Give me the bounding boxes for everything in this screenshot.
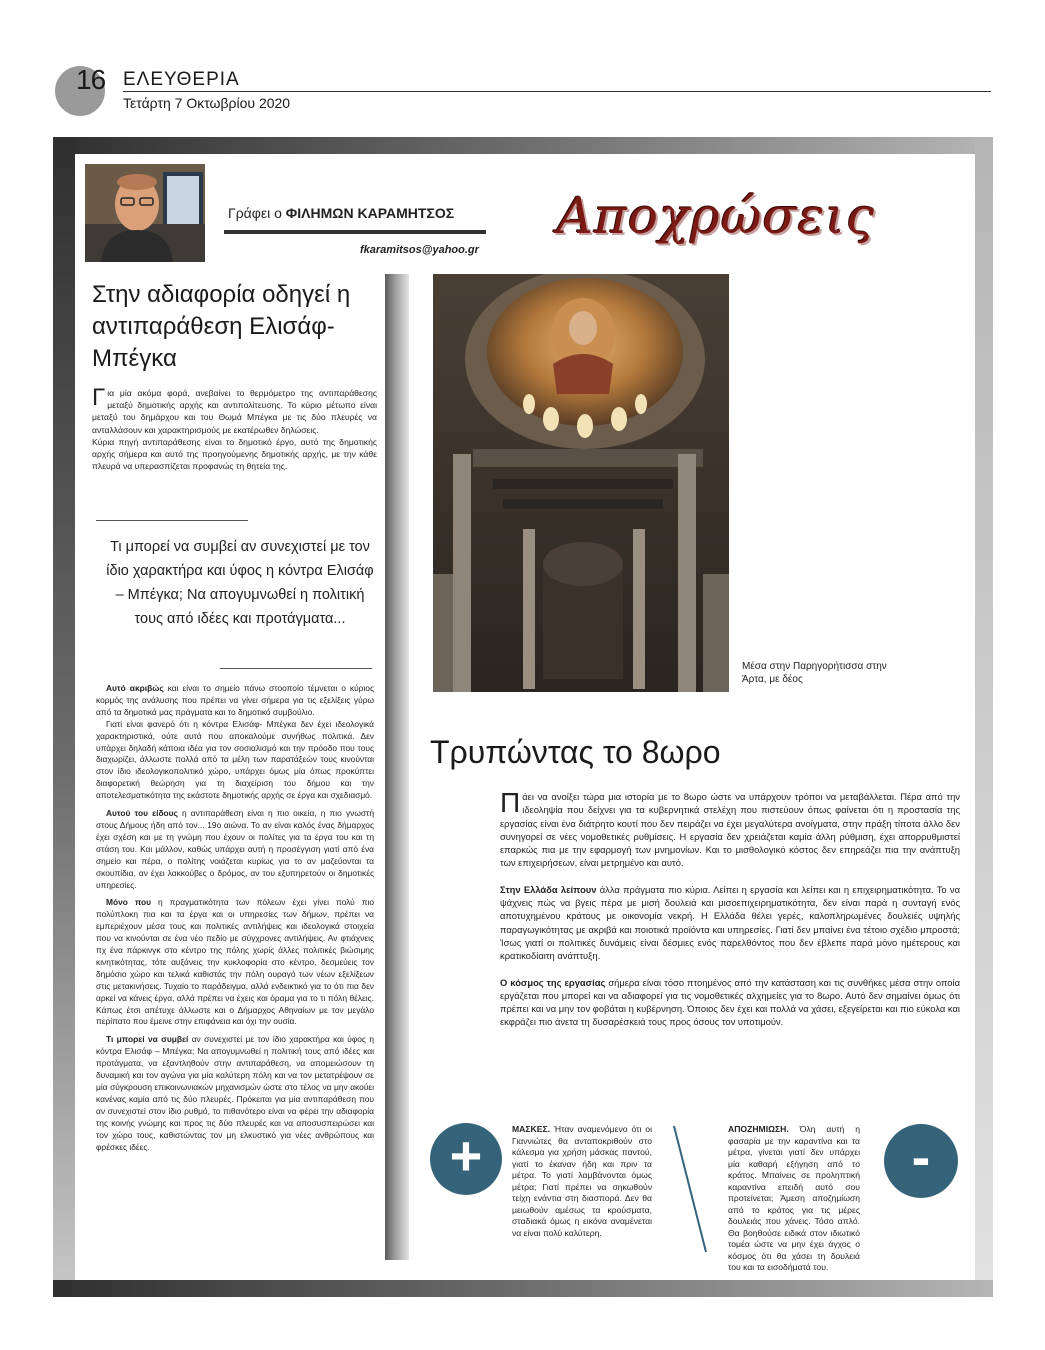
right-p3-lead: Ο κόσμος της εργασίας bbox=[500, 976, 606, 988]
issue-date: Τετάρτη 7 Οκτωβρίου 2020 bbox=[123, 95, 291, 111]
left-p4-text: η πραγματικότητα των πόλεων έχει γίνει πολύ πιο πολύπλοκη πια και τα έργα και οι υπηρεσίες των δήμων, πρέπει να εμπεριέχουν μέσα τους και πολιτικές αντιλήψεις και ιδεολογικά στοιχεία που να κινούνται σε ένα νέο πεδίο με σύγχρονες αντιλήψεις. Αν φτιάχνεις πχ ένα πάρκινγκ στο κέντρο της πόλης χωρίς άλλες πολιτικές βιώσιμης κινητικότητας, τότε αυξάνεις την κυκλοφορία στο κέντρο, δεσμεύεις τον δημόσιο χώρο και τελικά καθιστάς την πόλη ουραγό των νέων εξελίξεων στις μετακινήσεις. Τυχαίο το παράδειγμα, αλλά ενδεικτικό για το ότι πια δεν αρκεί να κάνεις έργα, αλλά πρέπει να έχεις και όραμα για το τι πόλη θέλεις. Κάπως έτσι απέτυχε άλλωστε και ο Δήμαρχος Αθηναίων με τον μεγάλο περίπατο που έμεινε στην επιφάνεια και όχι την ουσία. bbox=[96, 897, 374, 1027]
left-paragraph-4 bbox=[96, 897, 374, 1028]
left-paragraph-5 bbox=[96, 1034, 374, 1153]
right-p2-lead: Στην Ελλάδα λείπουν bbox=[500, 883, 597, 895]
column-title-text: Αποχρώσεις bbox=[556, 187, 876, 245]
left-paragraph-2: Γιατί είναι φανερό ότι η κόντρα Ελισάφ- Μπέγκα δεν έχει ιδεολογικά χαρακτηριστικά, ούτε αυτά που αποκαλούμε συνήθως πολιτικά. Δεν υπάρχει δηλαδή κάποια ιδέα για τον σοσιαλισμό και την πρόοδο που τους διαχωρίζει, άλλωστε πολλά από τα μέλη των παρατάξεών τους κινούνται στον ίδιο ιδεολογικοπολιτικό χώρο, υπάρχει όμως μία όπως προκύπτει διαφορετική θεώρηση για τη διαχείριση του δήμου και την αποτελεσματικότητα της εκάστοτε δημοτικής αρχής σε έργα και σχεδιασμό. bbox=[96, 718, 374, 801]
plus-note-title: ΜΑΣΚΕΣ. bbox=[512, 1124, 551, 1134]
right-drop-cap: Π bbox=[500, 787, 521, 818]
right-article-headline: Τρυπώντας το 8ωρο bbox=[430, 734, 721, 770]
newspaper-name: ΕΛΕΥΘΕΡΙΑ bbox=[123, 69, 240, 90]
left-article-lead bbox=[92, 384, 377, 472]
church-dome-photo bbox=[433, 274, 729, 692]
left-paragraph-1 bbox=[96, 683, 374, 719]
divider-slash bbox=[670, 1124, 710, 1254]
frame-top-bar bbox=[53, 137, 993, 154]
header-rule bbox=[123, 91, 991, 92]
right-p2-text: άλλα πράγματα πιο κύρια. Λείπει η εργασία και λείπει και η επιχειρηματικότητα. Το να ψάχνεις πώς να βγεις πέρα με μισή δουλειά και μισοεπιχειρηματικότητα, δεν είναι παρά η συνταγή ενός αποτυχημένου κράτους με οικονομία νεκρή. Η Ελλάδα θέλει γερές, καλοπληρωμένες δουλειές υψηλής παραγωγικότητας με ακριβά και ποιοτικά προϊόντα και υπηρεσίες. Γιατί δεν μπαίνει ένα τέτοιο σχέδιο μπροστά; Ίσως γιατί οι πολιτικές δυνάμεις είναι δέσμιες ενός παρελθόντος που δεν έβλεπε παρά μόνο ημέτερους και κρατικοδίαιτη ανάπτυξη. bbox=[500, 883, 960, 962]
plus-note-text: Ήταν αναμενόμενο ότι οι Γιαννιώτες θα ανταποκριθούν στο κάλεσμα για χρήση μάσκας παντού, γιατί το έκαναν ήδη και πριν τα μέτρα. Το γιατί λαμβάνονται όμως μέτρα; Γιατί πρέπει να σηκωθούν τείχη ενάντια στη διασπορά. Δεν θα μειωθούν αμέσως τα κρούσματα, σταδιακά όμως η εικόνα αναμένεται να είναι πολύ καλύτερη. bbox=[512, 1124, 652, 1238]
right-article-body bbox=[500, 787, 960, 1042]
right-paragraph-2 bbox=[500, 883, 960, 963]
frame-right-bar bbox=[975, 137, 993, 1297]
pull-quote-rule-bottom bbox=[220, 668, 372, 669]
left-paragraph-3 bbox=[96, 808, 374, 891]
column-title bbox=[516, 170, 916, 262]
left-p1-lead: Αυτό ακριβώς bbox=[106, 683, 164, 693]
plus-symbol: + bbox=[449, 1124, 483, 1187]
left-column-shadow bbox=[385, 274, 409, 1260]
lead-paragraph-2: Κύρια πηγή αντιπαράθεσης είναι το δημοτικό έργο, αυτό της δημοτικής αρχής σήμερα και αυτό της προηγούμενης δημοτικής αρχής, με την κάθε πλευρά να υπερασπίζεται προφανώς τη θητεία της. bbox=[92, 436, 377, 472]
frame-left-bar bbox=[53, 137, 75, 1297]
minus-symbol: - bbox=[911, 1125, 931, 1188]
page-number: 16 bbox=[76, 64, 106, 95]
right-p1-text: άει να ανοίξει τώρα μια ιστορία με το 8ωρο ώστε να υπάρχουν τρόποι να μεταβάλλεται. Πέρα από την ιδεοληψία που δείχνει για τα κυβερνητικά στελέχη που πιστεύουν όπως φαίνεται ότι η προστασία της εργασίας είναι ένα διάτρητο κουτί που δεν πειράζει να έχει μεγαλύτερα ανοίγματα, στην πράξη τίποτα άλλο δεν συνηγορεί σε νέες νομοθετικές ρυθμίσεις. Η εργασία δεν χρειάζεται καμία άλλη ρύθμιση, έχει απορρυθμιστεί επαρκώς πια με την εφαρμογή των μνημονίων. Και το μισθολογικό κόστος δεν επηρεάζει πια την ανάπτυξη των επιχειρήσεων, είναι μετρημένο και αυτό. bbox=[500, 791, 960, 869]
frame-bottom-bar bbox=[53, 1280, 993, 1297]
right-p3-text: σήμερα είναι τόσο πτοημένος από την κατάσταση και τις συνθήκες μέσα στην οποία εργάζεται που μπορεί και να αδιαφορεί για τις νομοθετικές αλχημείες για το 8ωρο. Αυτό δεν σημαίνει όμως ότι πρέπει και να μην τον φοβάται η κυβέρνηση. Όποιος δεν έχει και πολλά να χάσει, εξεγείρεται και πιο εύκολα και εκφράζει πιο άνετα τη δυσαρέσκειά τους προς όσους τον υποτιμούν. bbox=[500, 976, 960, 1028]
author-name: ΦΙΛΗΜΩΝ ΚΑΡΑΜΗΤΣΟΣ bbox=[285, 205, 455, 221]
pull-quote-rule-top bbox=[96, 520, 248, 521]
photo-caption: Μέσα στην Παρηγορήτισσα στην Άρτα, με δέος bbox=[742, 661, 887, 685]
plus-note-body bbox=[444, 1124, 652, 1239]
right-paragraph-3 bbox=[500, 976, 960, 1029]
lead-paragraph-1: ια μία ακόμα φορά, ανεβαίνει το θερμόμετρο της αντιπαράθεσης μεταξύ δημοτικής αρχής και αντιπολίτευσης. Το κύριο μέτωπο είναι μεταξύ του δημάρχου και του Θωμά Μπέγκα με τις δύο πλευρές να ανταλλάσουν και χαρακτηρισμούς με εκατέρωθεν δηλώσεις. bbox=[92, 388, 377, 435]
author-email: fkaramitsos@yahoo.gr bbox=[360, 244, 479, 256]
author-photo bbox=[85, 164, 205, 262]
left-p5-text: αν συνεχιστεί με τον ίδιο χαρακτήρα και ύφος η κόντρα Ελισάφ – Μπέγκα; Να απογυμνωθεί η πολιτική τους από ιδέες και προτάγματα, να εξαντληθούν στην αντιπαράθεση, να απομειώσουν τη δυναμική και τον αγώνα για μία καλύτερη πόλη και να τον μετατρέψουν σε μία σύγκρουση επικοινωνιακών μηχανισμών ώστε στο τέλος να μην ακούει κανένας καμία από τις δύο πλευρές. Πρόκειται για μία αντιπαράθεση που αν συνεχιστεί στον ίδιο ρυθμό, το πιθανότερο είναι να φέρει την αδιαφορία της κοινής γνώμης και προς τις δύο πλευρές και να αποσυσπειρώσει και τον χώρο τους, καθιστώντας τον μη ελκυστικό για νέες ανθρώπους και φρέσκες ιδέες. bbox=[96, 1034, 374, 1152]
left-p3-lead: Αυτού του είδους bbox=[106, 808, 178, 819]
left-p5-lead: Τι μπορεί να συμβεί bbox=[106, 1034, 189, 1045]
minus-note-title: ΑΠΟΖΗΜΙΩΣΗ. bbox=[728, 1124, 789, 1134]
minus-note-text: Όλη αυτή η φασαρία με την καραντίνα και τα μέτρα, γίνεται γιατί δεν υπάρχει μία καθαρή εξήγηση από το κράτος. Μπαίνεις σε προληπτική καραντίνα επειδή αυτό σου προτείνεται; Άμεση αποζημίωση από το κράτος για τις μέρες δουλειάς που χάνεις. Τόσο απλό. Θα βοηθούσε ειδικά στον ιδιωτικό τομέα ώστε να μην έχει άγχος ο κόσμος ότι θα χάσει τη δουλειά του και τα εισοδήματά του. bbox=[728, 1124, 860, 1272]
plus-note bbox=[444, 1124, 652, 1239]
left-article-body bbox=[96, 683, 374, 1159]
left-p3-text: η αντιπαράθεση είναι η πιο οικεία, η πιο γνωστή στους Δήμους ήδη από τον... 19ο αιώνα. Το αν είναι καλός ένας δήμαρχος έχει σχέση και με τη γνώμη που έχουν οι πολίτες για τα έργα του και τη στάση του. Και μάλλον, καθώς υπάρχει αυτή η προσέγγιση γιατί από ένα σημείο και πέρα, ο πολίτης νοιάζεται κυρίως για το αν μαζεύονται τα σκουπίδια, αν έχει λακκούβες ο δρόμος, αν του εξυπηρετούν οι δημοτικές υπηρεσίες. bbox=[96, 808, 374, 890]
left-p4-lead: Μόνο που bbox=[106, 897, 152, 908]
left-article-headline: Στην αδιαφορία οδηγεί η αντιπαράθεση Ελισάφ- Μπέγκα bbox=[92, 281, 351, 372]
byline-rule bbox=[224, 230, 486, 234]
byline bbox=[228, 205, 454, 221]
byline-prefix: Γράφει ο bbox=[228, 205, 282, 221]
right-paragraph-1 bbox=[500, 787, 960, 870]
left-p1-text: και είναι το σημείο πάνω στοοποίο τέμνεται ο κύριος κορμός της ανάλυσης που πρέπει να γίνει σήμερα για τις εξελίξεις γύρω από τα δημοτικά μας πράγματα και το δημοτικό συμβούλιο. bbox=[96, 683, 374, 717]
minus-icon bbox=[884, 1124, 958, 1198]
lead-drop-cap: Γ bbox=[92, 384, 106, 411]
pull-quote: Τι μπορεί να συμβεί αν συνεχιστεί με τον ίδιο χαρακτήρα και ύφος η κόντρα Ελισάφ – Μπέγκα; Να απογυμνωθεί η πολιτική τους από ιδέες και προτάγματα... bbox=[106, 539, 374, 627]
